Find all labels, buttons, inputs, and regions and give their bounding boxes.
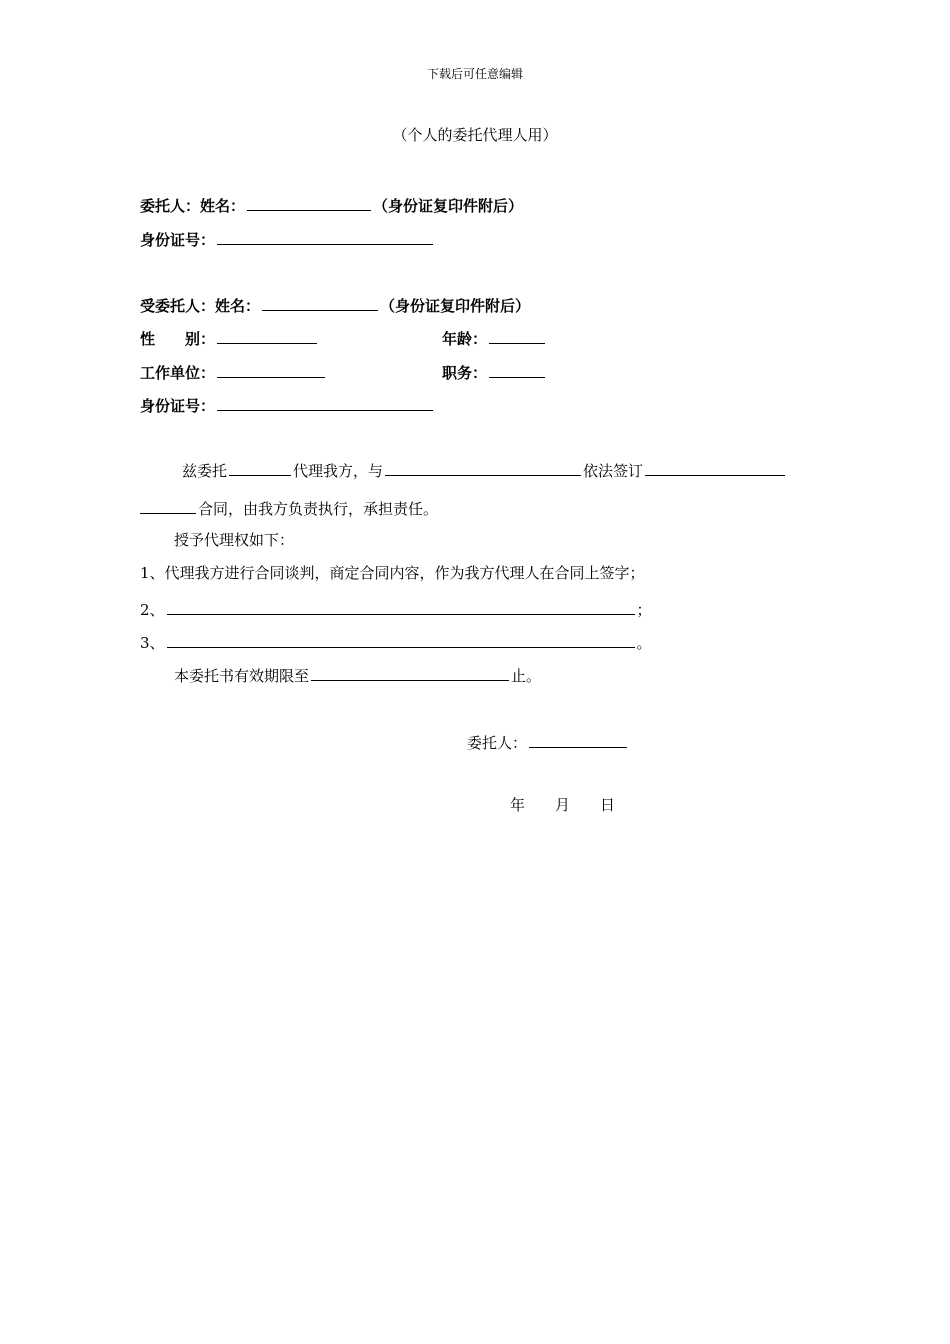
grant-item-2 [140,600,652,618]
signature-row [467,733,629,751]
agent-name-label: 受委托人：姓名： [140,297,261,315]
item2-prefix: 2、 [140,601,165,619]
p1-party-blank[interactable] [385,461,581,476]
principal-name-label: 委托人：姓名： [140,197,246,215]
principal-id-note: （身份证复印件附后） [373,197,524,215]
p1-text-d: 合同，由我方负责执行，承担责任。 [198,500,439,518]
validity-text-b: 止。 [511,667,542,685]
agent-title-label: 职务： [442,364,488,382]
principal-id-label: 身份证号： [140,231,216,249]
p1-agent-blank[interactable] [229,461,291,476]
principal-name-blank[interactable] [247,196,371,211]
agent-work-blank[interactable] [217,363,325,378]
agent-work-row [140,363,327,381]
grant-item-3 [140,633,652,651]
agent-gender-row [140,329,319,347]
validity-line [174,666,541,684]
agent-age-row [442,329,547,347]
item3-end: 。 [636,634,652,652]
p1-contract-blank[interactable] [645,461,785,476]
agent-title-row [442,363,547,381]
agent-id-blank[interactable] [217,396,433,411]
agent-age-blank[interactable] [489,329,545,344]
p1-text-a: 兹委托 [182,462,228,480]
item3-prefix: 3、 [140,634,165,652]
item2-blank[interactable] [167,600,635,615]
item3-blank[interactable] [167,633,635,648]
agent-name-row [140,296,530,314]
agent-id-row [140,396,435,414]
agent-work-label: 工作单位： [140,364,216,382]
principal-id-blank[interactable] [217,230,433,245]
principal-id-row [140,230,435,248]
p1-contract-blank-cont[interactable] [140,499,196,514]
signature-label: 委托人： [467,734,528,752]
agent-gender-blank[interactable] [217,329,317,344]
agent-age-label: 年龄： [442,330,488,348]
agent-name-blank[interactable] [262,296,378,311]
grant-item-1: 1、代理我方进行合同谈判，商定合同内容，作为我方代理人在合同上签字； [140,564,645,582]
document-subtitle: （个人的委托代理人用） [392,126,558,144]
signature-date: 年 月 日 [510,796,616,814]
item2-end: ； [636,601,652,619]
agent-id-label: 身份证号： [140,397,216,415]
signature-blank[interactable] [529,733,627,748]
page-header: 下载后可任意编辑 [426,67,523,81]
p1-text-c: 依法签订 [583,462,644,480]
agent-id-note: （身份证复印件附后） [380,297,531,315]
validity-text-a: 本委托书有效期限至 [174,667,310,685]
agent-gender-label: 性 别： [140,330,216,348]
p1-text-b: 代理我方，与 [293,462,384,480]
paragraph-1-line-2 [140,499,438,517]
agent-title-blank[interactable] [489,363,545,378]
principal-name-row [140,196,523,214]
grant-heading: 授予代理权如下： [174,531,295,549]
paragraph-1-line-1 [182,461,787,479]
validity-date-blank[interactable] [311,666,509,681]
